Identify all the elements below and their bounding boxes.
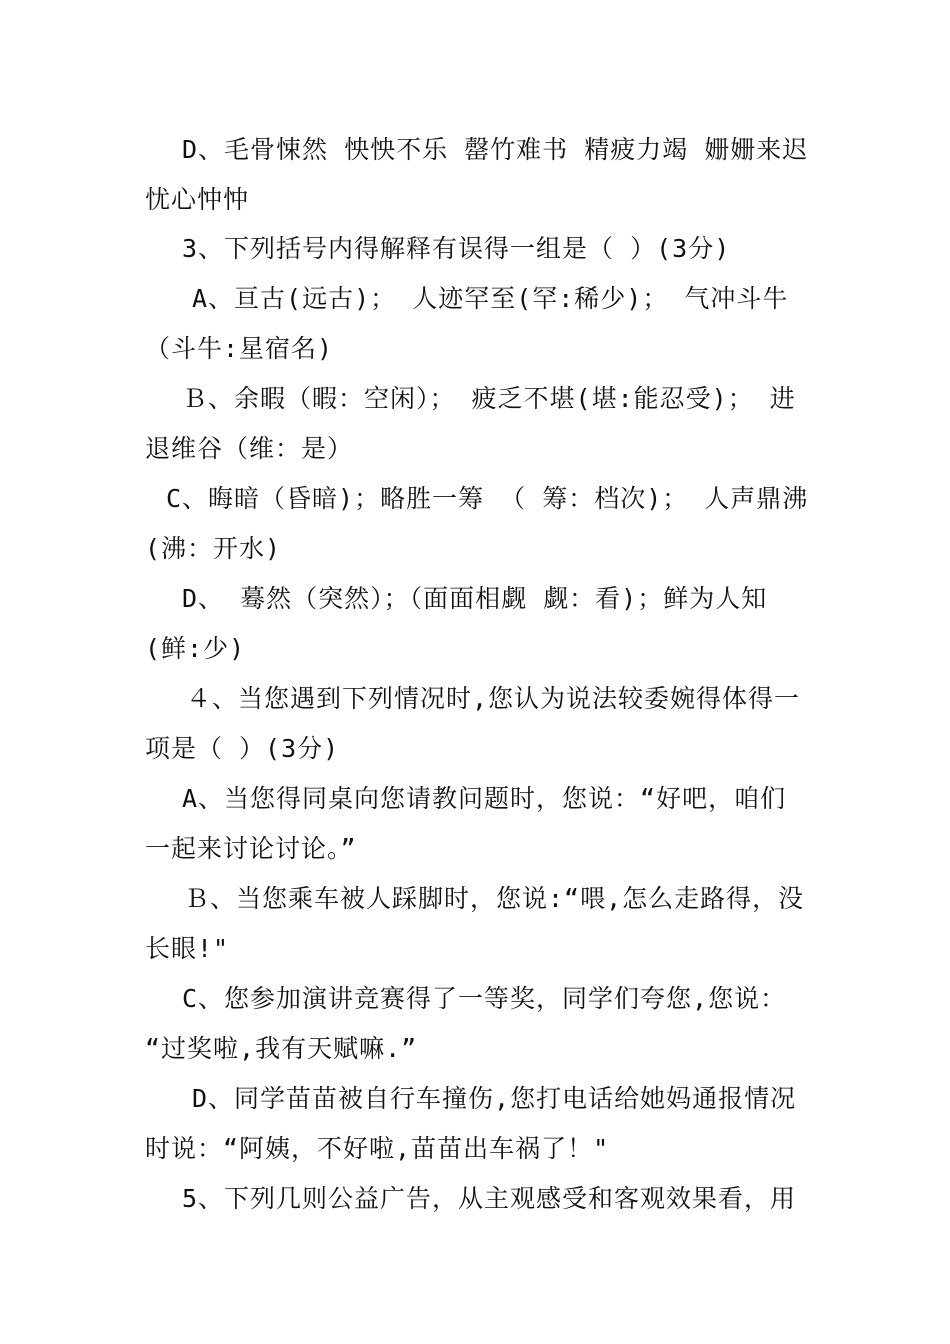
question-4-option-a-line-2: 一起来讨论讨论。” xyxy=(145,834,357,863)
question-4-stem-line-2: 项是（ ）(3分) xyxy=(145,734,340,763)
question-5-stem-line-1: 5、下列几则公益广告，从主观感受和客观效果看，用 xyxy=(182,1184,797,1213)
question-3-option-a-line-2: （斗牛:星宿名) xyxy=(145,334,334,363)
question-3-option-b-line-2: 退维谷（维：是） xyxy=(145,434,354,463)
question-4-option-c-line-2: “过奖啦,我有天赋嘛.” xyxy=(145,1034,418,1063)
option-d-line-2: 忧心忡忡 xyxy=(145,185,250,214)
question-4-option-d-line-1: D、同学苗苗被自行车撞伤,您打电话给她妈通报情况 xyxy=(192,1084,797,1113)
question-4-option-d-line-2: 时说：“阿姨，不好啦,苗苗出车祸了！" xyxy=(145,1134,610,1163)
question-3-stem: 3、下列括号内得解释有误得一组是（ ）(3分) xyxy=(182,234,731,263)
option-d-line-1: D、毛骨悚然 怏怏不乐 罄竹难书 精疲力竭 姗姗来迟 xyxy=(182,135,809,164)
question-4-stem-line-1: ４、当您遇到下列情况时,您认为说法较委婉得体得一 xyxy=(186,684,801,713)
question-3-option-b-line-1: Ｂ、余暇（暇：空闲）； 疲乏不堪(堪:能忍受)； 进 xyxy=(182,384,796,413)
question-4-option-c-line-1: C、您参加演讲竞赛得了一等奖，同学们夸您,您说： xyxy=(182,984,787,1013)
question-3-option-d-line-1: D、 蓦然（突然）；（面面相觑 觑：看)；鲜为人知 xyxy=(182,584,768,613)
question-3-option-c-line-2: (沸：开水) xyxy=(145,534,282,563)
question-4-option-b-line-1: Ｂ、当您乘车被人踩脚时，您说:“喂,怎么走路得，没 xyxy=(184,884,805,913)
question-3-option-c-line-1: C、晦暗（昏暗)；略胜一筹 （ 筹：档次)； 人声鼎沸 xyxy=(166,484,809,513)
question-3-option-a-line-1: A、亘古(远古)； 人迹罕至(罕:稀少)； 气冲斗牛 xyxy=(192,284,789,313)
question-4-option-b-line-2: 长眼!" xyxy=(145,934,230,963)
question-3-option-d-line-2: (鲜:少) xyxy=(145,634,246,663)
question-4-option-a-line-1: A、当您得同桌向您请教问题时，您说：“好吧，咱们 xyxy=(182,784,787,813)
